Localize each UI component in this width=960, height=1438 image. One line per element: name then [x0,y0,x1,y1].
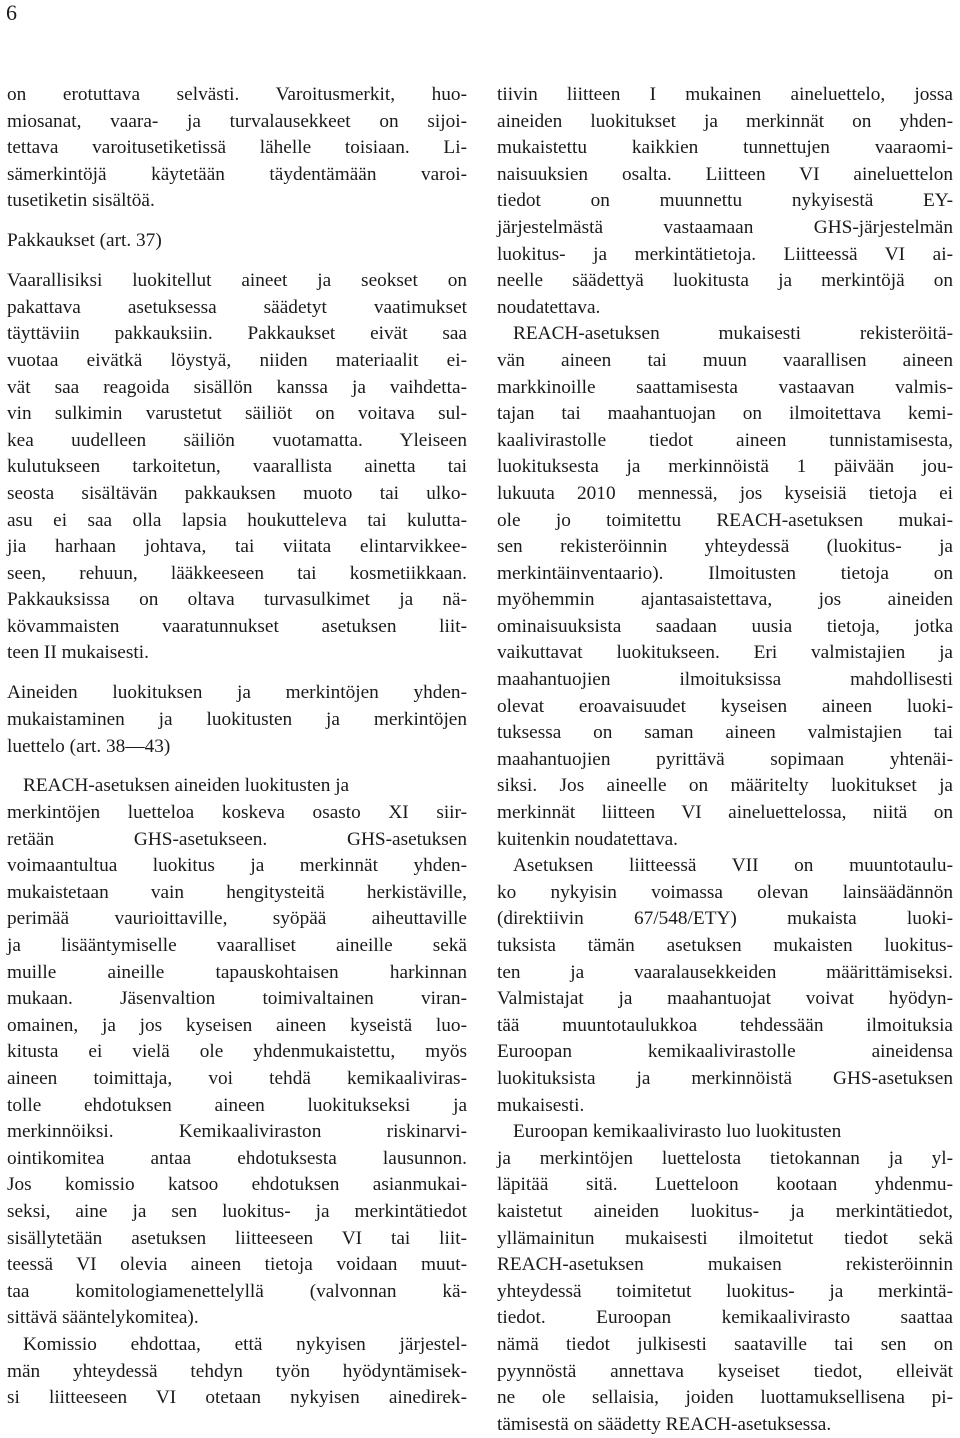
text-line: vaikuttavat luokitukseen. Eri valmistajien ja [497,642,953,664]
text-line: ten ja vaaralausekkeiden määrittämiseksi. [497,961,953,983]
text-line: pyynnöstä annettava kyseiset tiedot, elleivät [497,1360,953,1382]
text-line: yllämainitun mukaisesti ilmoitetut tiedot sekä [497,1227,953,1249]
text-line: mukaistettu kaikkien tunnettujen vaaraomi- [497,137,953,159]
text-line: aineiden luokitukset ja merkinnät on yhden- [497,110,953,132]
text-line: miosanat, vaara- ja turvalausekkeet on sijoi- [7,110,467,132]
text-line: mukaistaminen ja luokitusten ja merkintöjen [7,708,467,730]
text-line: siksi. Jos aineelle on määritelty luokitukset ja [497,775,953,797]
text-line: Vaarallisiksi luokitellut aineet ja seokset on [7,270,467,292]
text-line: tuksista tämän asetuksen mukaisten luokitus- [497,935,953,956]
text-line: Euroopan kemikaalivirastolle aineidensa [497,1041,953,1063]
text-line: markkinoille saattamisesta vastaavan valmis- [497,376,953,398]
text-line: kuitenkin noudatettava. [497,828,678,850]
text-line: perimää vaurioittaville, syöpää aiheuttaville [7,908,467,930]
text-line: seosta sisältävän pakkauksen muoto tai ulko- [7,482,467,504]
text-line: tää muuntotaulukkoa tehdessään ilmoituksia [497,1014,953,1036]
text-line: olevat eroavaisuudet kyseisen aineen luoki- [497,695,953,717]
text-line: teessä VI olevia aineen tietoja voidaan muut- [7,1254,467,1276]
paragraph-gap [7,255,467,268]
paragraph-gap [7,215,467,228]
text-line: lukuuta 2010 mennessä, jos kyseisiä tietoja ei [497,482,953,504]
text-line: naisuuksien osalta. Liitteen VI aineluettelon [497,163,953,185]
text-line: maahantuojien ilmoituksissa mahdollisesti [497,669,953,691]
text-line: tämisestä on säädetty REACH-asetuksessa. [497,1413,832,1435]
text-line: kövammaisten vaaratunnukset asetuksen liit- [7,615,467,637]
text-line: myöhemmin ajantasaistettava, jos aineiden [497,589,953,611]
paragraph-gap [7,760,467,773]
text-line: kulutukseen tarkoitetun, vaarallista ainetta tai [7,456,467,478]
text-line: voimaantultua luokitus ja merkinnät yhden- [7,855,467,877]
text-line: on erotuttava selvästi. Varoitusmerkit, huo- [7,84,467,105]
text-line: ja lisääntymiselle vaaralliset aineille sekä [7,935,467,956]
text-line: ne ole sellaisia, joiden luottamuksellisena pi- [497,1387,953,1409]
text-line: mukaisesti. [497,1094,585,1116]
text-line: REACH-asetuksen aineiden luokitusten ja [23,775,350,797]
text-line: jia harhaan johtava, tai viitata elintarvikkee- [7,536,467,558]
text-line: tajan tai maahantuojan on ilmoitettava kemi- [497,403,953,425]
text-line: mukaistetaan vain hengitysteitä herkistäville, [7,881,467,903]
text-line: vät saa reagoida sisällön kanssa ja vaihdetta- [7,376,467,398]
text-line: män yhteydessä tehdyn työn hyödyntämisek- [7,1360,467,1382]
text-line: aineen toimittaja, voi tehdä kemikaaliviras- [7,1067,467,1089]
text-line: si liitteeseen VI otetaan nykyisen ainedirek- [7,1387,467,1409]
text-line: tettava varoitusetiketissä lähelle toisiaan. Li- [7,137,467,159]
text-line: asu ei saa olla lapsia houkutteleva tai kulutta- [7,509,467,531]
text-line: tuksessa on saman aineen valmistajien tai [497,722,953,744]
text-line: kaalivirastolle tiedot aineen tunnistamisesta, [497,429,953,451]
text-line: vin sulkimin varustetut säiliöt on voitava sul- [7,403,467,425]
text-line: pakattava asetuksessa säädetyt vaatimukset [7,296,467,318]
text-line: Euroopan kemikaalivirasto luo luokitusten [513,1121,842,1143]
text-line: täyttäviin pakkauksiin. Pakkaukset eivät saa [7,323,467,345]
text-line: Pakkauksissa on oltava turvasulkimet ja nä- [7,589,467,611]
text-line: Pakkaukset (art. 37) [7,230,162,252]
text-line: seen, rehuun, lääkkeeseen tai kosmetiikkaan. [7,562,467,584]
text-line: ja merkintöjen luettelosta tietokannan ja yl- [497,1147,953,1169]
text-line: merkintöjen luetteloa koskeva osasto XI siir- [7,802,467,824]
text-line: vän aineen tai muun vaarallisen aineen [497,349,953,371]
text-line: (direktiivin 67/548/ETY) mukaista luoki- [497,908,953,930]
right-text-column [497,82,953,1438]
text-line: teen II mukaisesti. [7,642,149,664]
text-line: muille aineille tapauskohtaisen harkinnan [7,961,467,983]
text-line: noudatettava. [497,296,601,318]
text-line: Jos komissio katsoo ehdotuksen asianmukai- [7,1174,467,1196]
text-line: luokitus- ja merkintätietoja. Liitteessä VI ai- [497,243,953,265]
text-line: ointikomitea antaa ehdotuksesta lausunnon. [7,1147,467,1169]
paragraph-gap [7,667,467,680]
text-line: tiivin liitteen I mukainen aineluettelo, jossa [497,84,953,105]
text-line: omainen, ja jos kyseisen aineen kyseistä luo- [7,1014,467,1036]
text-line: sittävä sääntelykomitea). [7,1307,199,1329]
text-line: merkinnöiksi. Kemikaaliviraston riskinarvi- [7,1121,467,1143]
text-line: REACH-asetuksen mukaisen rekisteröinnin [497,1254,953,1276]
text-line: Komissio ehdottaa, että nykyisen järjestel- [23,1333,467,1355]
text-line: sisällytetään asetuksen liitteeseen VI tai liit- [7,1227,467,1249]
text-line: luettelo (art. 38—43) [7,735,171,757]
text-line: retään GHS-asetukseen. GHS-asetuksen [7,828,467,850]
text-line: tiedot on muunnettu nykyisestä EY- [497,190,953,212]
text-line: yhteydessä toimitetut luokitus- ja merkintä- [497,1280,953,1302]
text-line: kea uudelleen säiliön vuotamatta. Yleiseen [7,429,467,451]
text-line: Valmistajat ja maahantuojat voivat hyödyn- [497,988,953,1010]
text-line: seksi, aine ja sen luokitus- ja merkintätiedot [7,1200,467,1222]
text-line: luokituksesta ja merkinnöistä 1 päivään jou- [497,456,953,478]
text-line: maahantuojien pyrittävä sopimaan yhtenäi- [497,748,953,770]
text-line: läpitää sitä. Luetteloon kootaan yhdenmu- [497,1174,953,1196]
text-line: merkinnät liitteen VI aineluettelossa, niitä on [497,802,953,824]
text-line: REACH-asetuksen mukaisesti rekisteröitä- [513,323,953,345]
text-line: mukaan. Jäsenvaltion toimivaltainen viran- [7,988,467,1010]
text-line: ko nykyisin voimassa olevan lainsäädännön [497,881,953,903]
text-line: Aineiden luokituksen ja merkintöjen yhden- [7,682,467,704]
page-number: 6 [6,0,17,25]
text-line: nämä tiedot julkisesti saataville tai sen on [497,1333,953,1355]
text-line: kaistetut aineiden luokitus- ja merkintätiedot, [497,1200,953,1222]
text-line: merkintäinventaario). Ilmoitusten tietoja on [497,562,953,584]
text-line: tusetiketin sisältöä. [7,190,155,212]
text-line: sämerkintöjä käytetään täydentämään varoi- [7,163,467,185]
text-line: neelle säädettyä luokitusta ja merkintöjä on [497,270,953,292]
text-line: tolle ehdotuksen aineen luokitukseksi ja [7,1094,467,1116]
text-line: tiedot. Euroopan kemikaalivirasto saattaa [497,1307,953,1329]
text-line: taa komitologiamenettelyllä (valvonnan kä- [7,1280,467,1302]
text-line: luokituksista ja merkinnöistä GHS-asetuksen [497,1067,953,1089]
left-text-column [7,82,467,1412]
text-line: ominaisuuksista saadaan uusia tietoja, jotka [497,615,953,637]
text-line: sen rekisteröinnin yhteydessä (luokitus- ja [497,536,953,558]
text-line: vuotaa eivätkä löystyä, niiden materiaalit ei- [7,349,467,371]
text-line: järjestelmästä vastaamaan GHS-järjestelmän [497,216,953,238]
text-line: ole jo toimitettu REACH-asetuksen mukai- [497,509,953,531]
text-line: Asetuksen liitteessä VII on muuntotaulu- [513,855,953,877]
text-line: kitusta ei vielä ole yhdenmukaistettu, myös [7,1041,467,1063]
